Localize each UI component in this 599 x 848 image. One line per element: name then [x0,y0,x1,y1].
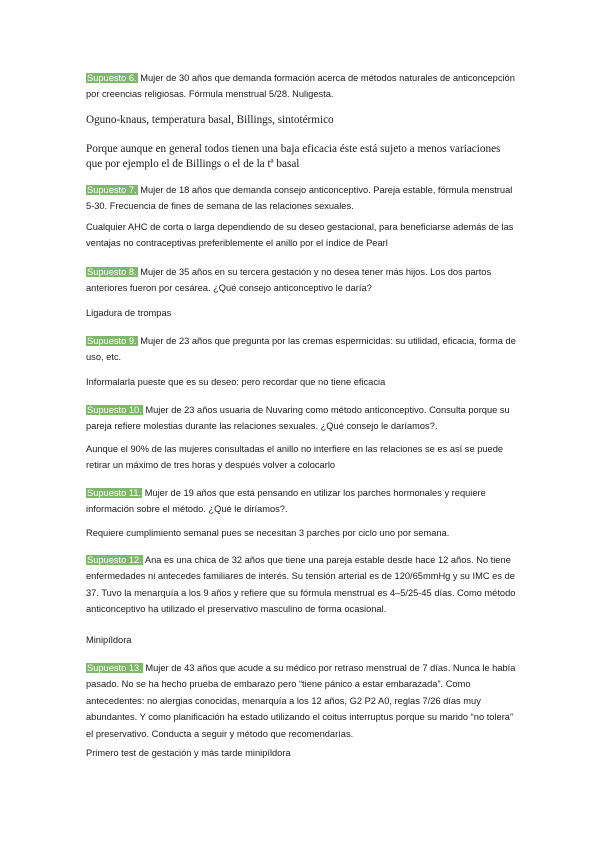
question-label: Supuesto 12. [87,555,142,565]
answer-10: Aunque el 90% de las mujeres consultadas el anillo no interfiere en las relaciones se es así se puede retirar un máximo de tres horas y después volver a colocarlo [86,444,504,471]
question-text: Mujer de 23 años usuaria de Nuvaring como método anticonceptivo. Consulta porque su pareja refiere molestias durante las relaciones sexuales. ¿Qué consejo le daríamos?. [86,405,510,432]
answer-7: Cualquier AHC de corta o larga dependiendo de su deseo gestacional, para beneficiarse además de las ventajas no contraceptivas preferiblemente el anillo por el índice de Pearl [86,222,514,249]
question-label: Supuesto 6. [87,73,137,83]
answer-9: Informalarla pueste que es su deseo: pero recordar que no tiene eficacia [86,377,386,387]
question-text: Mujer de 43 años que acude a su médico por retraso menstrual de 7 días. Nunca le había pasado. No se ha hecho prueba de embarazo pero “tiene pánico a estar embarazada”. Como antecedentes: no alergias conocidas, menarquía a los 12 años, G2 P2 A0, reglas 7/26 días muy abundantes. Y como planificación ha estado utilizando el coitus interruptus porque su marido “no tolera” el preservativo. Conducta a seguir y método que recomendarías. [86,663,516,739]
question-label: Supuesto 7. [87,185,137,195]
question-text: Mujer de 23 años que pregunta por las cremas espermicidas: su utilidad, eficacia, forma de uso, etc. [86,336,516,363]
question-label: Supuesto 13. [87,663,142,673]
question-text: Ana es una chica de 32 años que tiene una pareja estable desde hace 12 años. No tiene enfermedades ni antecedes familiares de interés. Su tensión arterial es de 120/65mmHg y su IMC es de 37. Tuvo la menarquía a los 9 años y refiere que su fórmula menstrual es 4–5/25-45 días. Como método anticonceptivo ha utilizado el preservativo masculino de forma ocasional. [86,555,516,615]
answer-6-methods: Oguno-knaus, temperatura basal, Billings, sintotérmico [86,114,334,126]
question-label: Supuesto 10. [87,405,142,415]
question-12 [86,552,516,618]
question-7 [86,182,516,215]
answer-13: Primero test de gestación y más tarde minipíldora [86,748,291,758]
question-6 [86,70,516,103]
answer-8: Ligadura de trompas [86,308,172,318]
question-text: Mujer de 19 años que está pensando en utilizar los parches hormonales y requiere información sobre el método. ¿Qué le diríamos?. [86,488,486,515]
question-text: Mujer de 18 años que demanda consejo anticonceptivo. Pareja estable, fórmula menstrual 5-30. Frecuencia de fines de semana de las relaciones sexuales. [86,185,513,212]
question-13 [86,660,516,742]
question-label: Supuesto 11. [87,488,142,498]
question-9 [86,333,516,366]
answer-11: Requiere cumplimiento semanal pues se necesitan 3 parches por ciclo uno por semana. [86,528,450,538]
question-text: Mujer de 35 años en su tercera gestación y no desea tener más hijos. Los dos partos anteriores fueron por cesárea. ¿Qué consejo anticonceptivo le daría? [86,267,492,294]
answer-12: Minipíldora [86,635,132,645]
question-label: Supuesto 8. [87,267,137,277]
answer-6-explanation: Porque aunque en general todos tienen una baja eficacia éste está sujeto a menos variaciones que por ejemplo el de Billings o el de la tª basal [86,143,501,170]
question-text: Mujer de 30 años que demanda formación acerca de métodos naturales de anticoncepción por creencias religiosas. Fórmula menstrual 5/28. Nuligesta. [86,73,515,100]
question-10 [86,402,516,435]
question-8 [86,264,516,297]
question-label: Supuesto 9. [87,336,137,346]
question-11 [86,485,516,518]
